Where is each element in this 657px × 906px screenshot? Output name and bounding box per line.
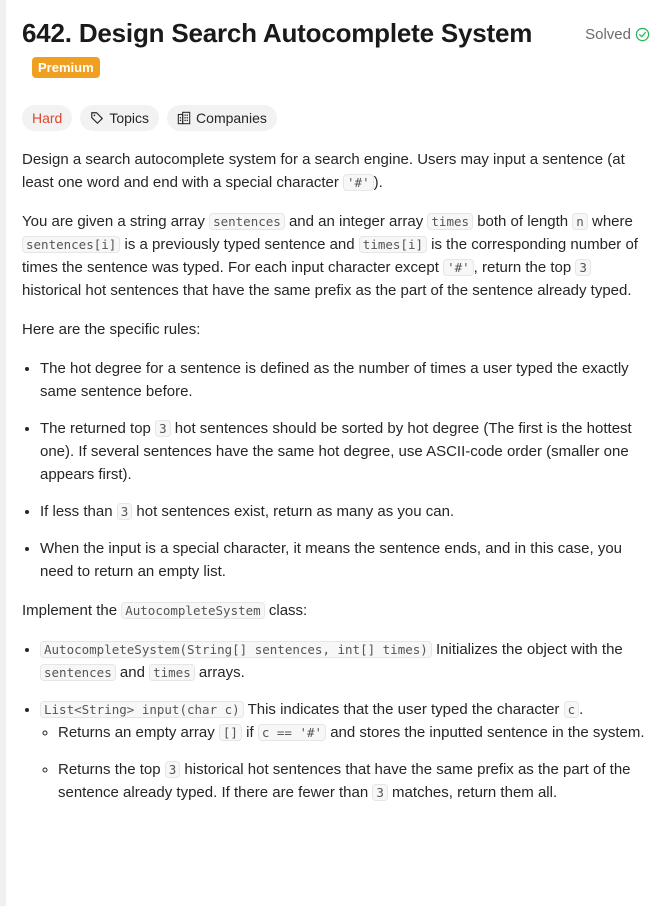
check-circle-icon: [635, 27, 650, 42]
tag-icon: [90, 111, 104, 125]
topics-label: Topics: [109, 110, 150, 126]
paragraph-intro: Design a search autocomplete system for a search engine. Users may input a sentence (at least one word and end with a special character '#' ).: [22, 151, 625, 191]
list-item: • The returned top 3 hot sentences should be sorted by hot degree (The first is the hottest one). If several sentences have the same hot degree, use ASCII-code order (smaller one appears first).: [40, 417, 650, 486]
companies-button[interactable]: [167, 105, 277, 131]
solved-status: [585, 26, 650, 43]
problem-title: 642. Design Search Autocomplete System: [22, 18, 533, 48]
implement-intro: Implement the AutocompleteSystem class:: [22, 602, 308, 619]
list-item: • The hot degree for a sentence is defined as the number of times a user typed the exactly same sentence before.: [40, 357, 650, 403]
rules-intro: Here are the specific rules:: [22, 321, 201, 338]
list-item: • AutocompleteSystem(String[] sentences, int[] times) Initializes the object with the sentences and times arrays.: [40, 638, 650, 684]
input-sublist: [40, 721, 650, 804]
list-item: • When the input is a special character, it means the sentence ends, and in this case, you need to return an empty list.: [40, 537, 650, 583]
problem-content: [22, 148, 650, 820]
companies-label: Companies: [196, 110, 267, 126]
rules-list: [22, 357, 650, 583]
paragraph-input: You are given a string array sentences and an integer array times both of length n where sentences[i] is a previously typed sentence and times[i] is the corresponding number of times the sentence was typed. For each input character except '#' , return the top 3 historical hot sentences that have the same prefix as the part of the sentence already typed.: [22, 213, 638, 299]
premium-badge: Premium: [32, 57, 100, 78]
list-item: • List<String> input(char c) This indicates that the user typed the character c . ◦ Returns an empty array [] if c == '#' and stores the inputted sentence in the system. ◦ Returns the top 3 historical hot sentences that have the same prefix as the part of the sentence already typed. If there are fewer than 3 matches, return them all.: [40, 698, 650, 804]
left-scrollbar-edge: [0, 0, 6, 906]
methods-list: [22, 638, 650, 804]
difficulty-badge: Hard: [22, 105, 72, 131]
building-icon: [177, 111, 191, 125]
list-item: ◦ Returns the top 3 historical hot sentences that have the same prefix as the part of the sentence already typed. If there are fewer than 3 matches, return them all.: [58, 758, 650, 804]
solved-label: Solved: [585, 26, 631, 43]
list-item: ◦ Returns an empty array [] if c == '#' and stores the inputted sentence in the system.: [58, 721, 650, 744]
tag-row: [22, 105, 277, 131]
topics-button[interactable]: [80, 105, 159, 131]
list-item: • If less than 3 hot sentences exist, return as many as you can.: [40, 500, 650, 523]
